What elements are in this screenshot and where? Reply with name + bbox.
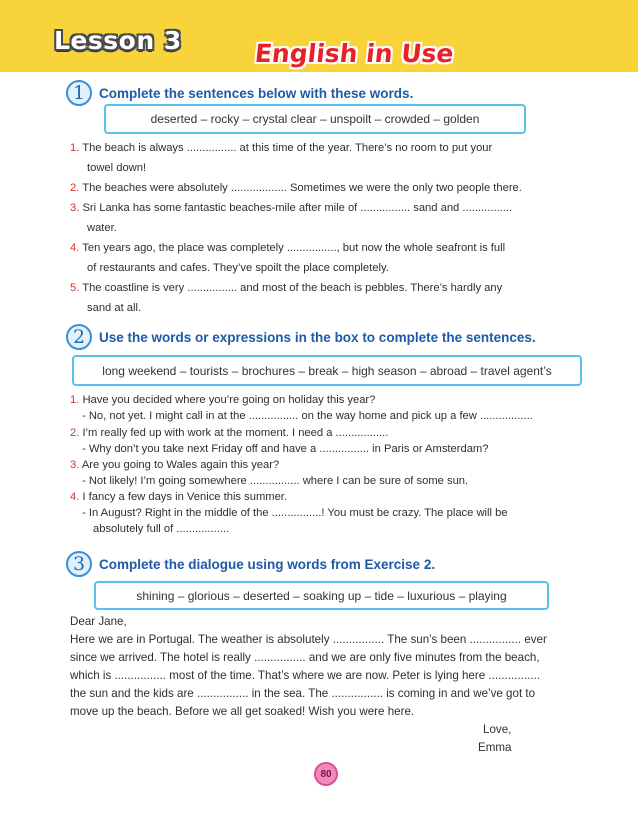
exercise-1-item-5-cont: sand at all.	[87, 302, 142, 314]
item-number: 4.	[70, 491, 80, 503]
item-text: The beaches were absolutely .................. Sometimes we were the only two people there.	[82, 182, 522, 194]
item-number: 5.	[70, 282, 80, 294]
exercise-2-item-1	[70, 393, 375, 407]
item-question: I’m really fed up with work at the moment. I need a .................	[82, 427, 389, 439]
exercise-2-item-4-answer: - In August? Right in the middle of the ................! You must be crazy. The place will be	[82, 507, 508, 519]
exercise-2-item-1-answer: - No, not yet. I might call in at the ................ on the way home and pick up a few .................	[82, 410, 533, 422]
exercise-2-item-3-answer: - Not likely! I’m going somewhere ................ where I can be sure of some sun.	[82, 475, 469, 487]
item-number: 3.	[70, 202, 80, 214]
exercise-1-item-1	[70, 141, 492, 155]
exercise-2-item-2-answer: - Why don’t you take next Friday off and have a ................ in Paris or Amsterdam?	[82, 443, 489, 455]
letter-line-4: which is ................ most of the time. That’s where we are now. Peter is lying here ................	[70, 669, 540, 682]
item-number: 1.	[70, 394, 80, 406]
letter-closing: Love,	[483, 723, 512, 736]
exercise-1-item-3	[70, 201, 512, 215]
exercise-2-title: Use the words or expressions in the box to complete the sentences.	[99, 329, 536, 345]
letter-line-3: since we arrived. The hotel is really ................ and we are only five minutes from the beach,	[70, 651, 540, 664]
exercise-2-header	[66, 324, 536, 350]
section-title: English in Use	[253, 39, 456, 68]
exercise-1-header	[66, 80, 413, 106]
item-number: 1.	[70, 142, 80, 154]
page-number: 80	[314, 762, 338, 786]
exercise-2-item-2	[70, 426, 388, 440]
exercise-2-item-4-answer-cont: absolutely full of .................	[93, 523, 230, 535]
exercise-3-title: Complete the dialogue using words from Exercise 2.	[99, 556, 436, 572]
lesson-header-bar	[0, 0, 638, 72]
exercise-1-word-box: deserted – rocky – crystal clear – unspoilt – crowded – golden	[104, 104, 526, 134]
exercise-3-word-box: shining – glorious – deserted – soaking up – tide – luxurious – playing	[94, 581, 549, 610]
letter-line-1: Dear Jane,	[70, 615, 127, 628]
exercise-1-item-5	[70, 281, 502, 295]
exercise-1-item-1-cont: towel down!	[87, 162, 147, 174]
letter-line-6: move up the beach. Before we all get soaked! Wish you were here.	[70, 705, 415, 718]
item-number: 3.	[70, 459, 80, 471]
letter-line-5: the sun and the kids are ................ in the sea. The ................ is coming in and we’ve got to	[70, 687, 536, 700]
exercise-1-item-2	[70, 181, 522, 195]
exercise-2-item-4	[70, 490, 287, 504]
exercise-3-header	[66, 551, 435, 577]
exercise-1-item-4-cont: of restaurants and cafes. They’ve spoilt the place completely.	[87, 262, 389, 274]
item-text: Sri Lanka has some fantastic beaches-mile after mile of ................ sand and ................	[82, 202, 513, 214]
exercise-3-number: 3	[66, 551, 92, 577]
item-number: 4.	[70, 242, 80, 254]
item-text: The coastline is very ................ and most of the beach is pebbles. There’s hardly any	[82, 282, 503, 294]
item-text: Ten years ago, the place was completely ................, but now the whole seafront is full	[82, 242, 506, 254]
exercise-1-item-4	[70, 241, 505, 255]
exercise-2-word-box: long weekend – tourists – brochures – break – high season – abroad – travel agent’s	[72, 355, 582, 386]
exercise-2-number: 2	[66, 324, 92, 350]
item-number: 2.	[70, 427, 80, 439]
lesson-title: Lesson 3	[54, 26, 182, 55]
item-number: 2.	[70, 182, 80, 194]
letter-line-2: Here we are in Portugal. The weather is absolutely ................ The sun’s been ................ ever	[70, 633, 547, 646]
letter-signature: Emma	[478, 741, 512, 754]
item-text: The beach is always ................ at this time of the year. There’s no room to put your	[82, 142, 493, 154]
item-question: Are you going to Wales again this year?	[81, 459, 280, 471]
item-question: I fancy a few days in Venice this summer.	[82, 491, 288, 503]
exercise-1-item-3-cont: water.	[87, 222, 117, 234]
exercise-2-item-3	[70, 458, 279, 472]
exercise-1-number: 1	[66, 80, 92, 106]
item-question: Have you decided where you’re going on holiday this year?	[82, 394, 376, 406]
exercise-1-title: Complete the sentences below with these words.	[99, 85, 414, 101]
